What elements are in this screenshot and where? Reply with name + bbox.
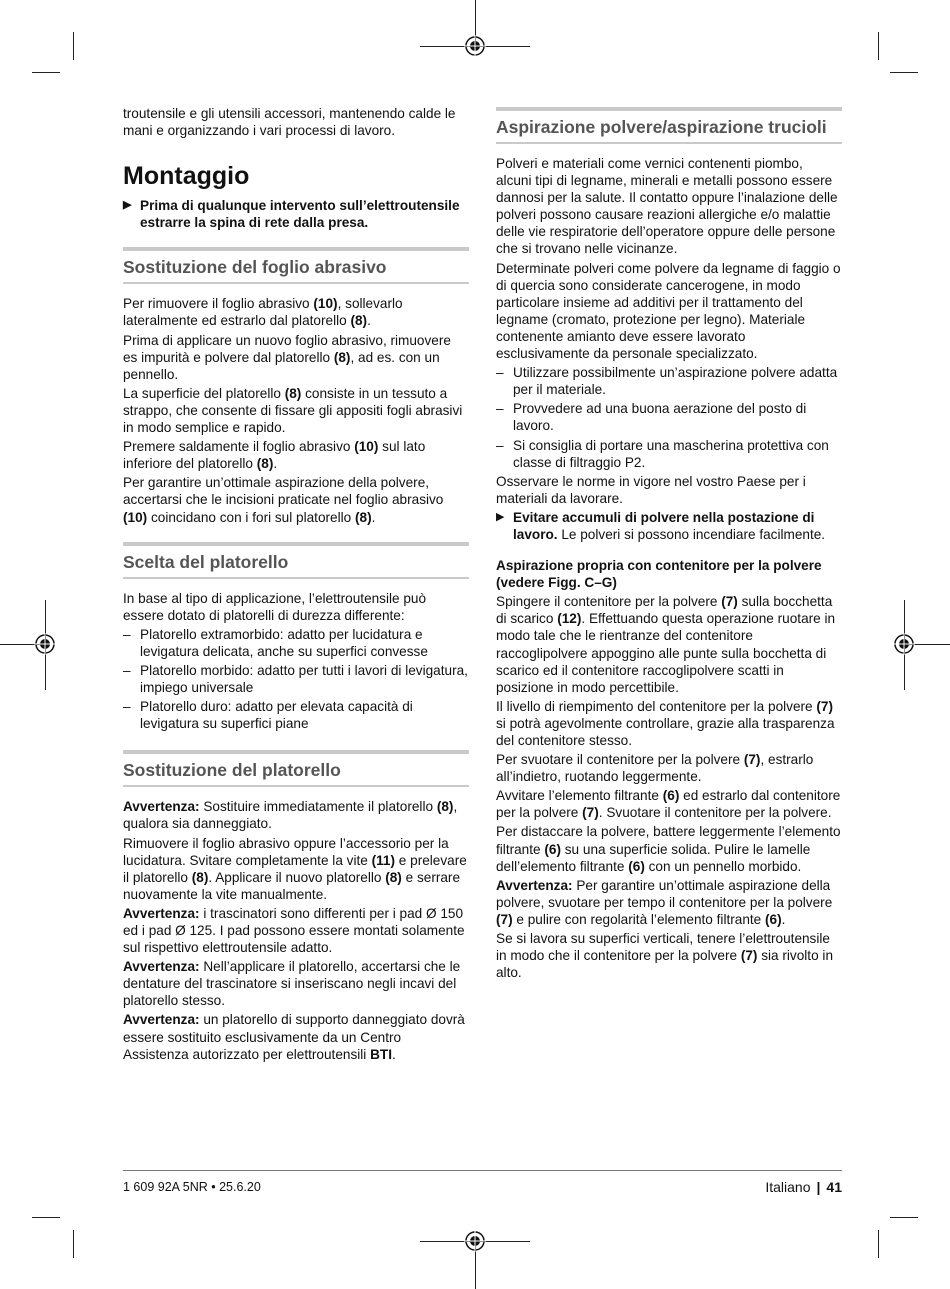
note-paragraph: Avvertenza: i trascinatori sono differenti per i pad Ø 150 ed i pad Ø 125. I pad possono essere montati solamente sul rispettivo elettroutensile adatto. — [123, 905, 465, 956]
crop-mark — [890, 72, 918, 73]
list-item: – Platorello extramorbido: adatto per lucidatura e levigatura delicata, anche su superfici convesse — [123, 626, 428, 659]
section-title: Sostituzione del platorello — [123, 760, 341, 781]
crop-mark — [890, 1217, 918, 1218]
arrow-bullet-icon: ▶ — [123, 199, 132, 212]
footer-separator: | — [816, 1179, 821, 1195]
registration-mark-icon — [464, 1230, 486, 1252]
safety-warning-text: Prima di qualunque intervento sull’elettroutensile estrarre la spina di rete dalla presa. — [140, 198, 460, 231]
paragraph: Determinate polveri come polvere da legname di faggio o di quercia sono considerate cancerogene, in modo particolare insieme ad additivi per il trattamento del legname (cromato, protezione per legno). Materiale contenente amianto deve essere lavorato esclusivamente da personale specializzato. — [496, 260, 841, 362]
crop-mark — [73, 1230, 74, 1258]
paragraph: Osservare le norme in vigore nel vostro Paese per i materiali da lavorare. — [496, 473, 806, 506]
section-title: Scelta del platorello — [123, 551, 289, 572]
note-paragraph: Avvertenza: un platorello di supporto danneggiato dovrà essere sostituito esclusivamente da un Centro Assistenza autorizzato per elettroutensili BTI. — [123, 1012, 465, 1062]
registration-mark-icon — [34, 633, 56, 655]
hardness-list — [123, 626, 469, 733]
page-footer — [765, 1179, 842, 1195]
language-label: Italiano — [765, 1179, 811, 1195]
section-header — [123, 247, 469, 284]
registration-mark-icon — [464, 35, 486, 57]
document-code: 1 609 92A 5NR • 25.6.20 — [123, 1180, 261, 1194]
arrow-bullet-icon: ▶ — [496, 510, 505, 523]
paragraph: Polveri e materiali come vernici contenenti piombo, alcuni tipi di legname, minerali e metalli possono essere dannosi per la salute. Il contatto oppure l’inalazione delle polveri possono causare reazioni allergiche e/o malattie delle vie respiratorie dell’operatore oppure delle persone che si trovano nelle vicinanze. — [496, 156, 838, 257]
safety-warning — [123, 197, 469, 231]
note-paragraph: Avvertenza: Sostituire immediatamente il platorello (8), qualora sia danneggiato. — [123, 799, 458, 832]
list-item: – Platorello duro: adatto per elevata capacità di levigatura su superfici piane — [123, 699, 413, 732]
dust-warning: ▶ Evitare accumuli di polvere nella postazione di lavoro. Le polveri si possono incendiare facilmente. — [496, 509, 826, 542]
right-column — [496, 107, 842, 983]
paragraph: La superficie del platorello (8) consiste in un tessuto a strappo, che consente di fissare gli appositi fogli abrasivi in modo semplice e rapido. — [123, 385, 463, 436]
paragraph: Per distaccare la polvere, battere leggermente l’elemento filtrante (6) su una superficie solida. Pulire le lamelle dell’elemento filtrante (6) con un pennello morbido. — [496, 824, 841, 874]
left-column — [123, 105, 469, 1065]
list-item: – Si consiglia di portare una mascherina protettiva con classe di filtraggio P2. — [496, 437, 829, 470]
precaution-list — [496, 364, 842, 471]
paragraph: Il livello di riempimento del contenitore per la polvere (7) si potrà agevolmente controllare, grazie alla trasparenza del contenitore stesso. — [496, 698, 835, 748]
section-header — [123, 750, 469, 787]
list-item: – Provvedere ad una buona aerazione del posto di lavoro. — [496, 401, 807, 434]
paragraph: Prima di applicare un nuovo foglio abrasivo, rimuovere es impurità e polvere dal platorello (8), ad es. con un pennello. — [123, 332, 451, 382]
crop-mark — [73, 32, 74, 60]
paragraph: Spingere il contenitore per la polvere (7) sulla bocchetta di scarico (12). Effettuando questa operazione ruotare in modo tale che le rientranze del contenitore raccoglipolvere appoggino alle punte sulla bocchetta di scarico ed il contenitore raccoglipolvere scatti in posizione in modo percettibile. — [496, 594, 836, 695]
crop-mark — [32, 72, 60, 73]
paragraph: Per svuotare il contenitore per la polvere (7), estrarlo all’indietro, ruotando leggermente. — [496, 752, 814, 785]
section-header — [496, 107, 842, 144]
list-item: – Utilizzare possibilmente un’aspirazione polvere adatta per il materiale. — [496, 365, 838, 398]
intro-paragraph: troutensile e gli utensili accessori, mantenendo calde le mani e organizzando i vari processi di lavoro. — [123, 106, 456, 139]
list-item: – Platorello morbido: adatto per tutti i lavori di levigatura, impiego universale — [123, 662, 468, 696]
crop-mark — [878, 32, 879, 60]
section-header — [123, 542, 469, 579]
crop-mark — [32, 1217, 60, 1218]
paragraph: In base al tipo di applicazione, l’elettroutensile può essere dotato di platorelli di durezza differente: — [123, 590, 427, 623]
paragraph: Per rimuovere il foglio abrasivo (10), sollevarlo lateralmente ed estrarlo dal platorello (8). — [123, 296, 403, 329]
paragraph: Rimuovere il foglio abrasivo oppure l’accessorio per la lucidatura. Svitare completamente la vite (11) e prelevare il platorello (8). Applicare il nuovo platorello (8) e serrare nuovamente la vite manualmente. — [123, 835, 467, 902]
paragraph: Avvitare l’elemento filtrante (6) ed estrarlo dal contenitore per la polvere (7). Svuotare il contenitore per la polvere. — [496, 788, 841, 821]
footer-divider — [123, 1170, 842, 1171]
paragraph: Premere saldamente il foglio abrasivo (10) sul lato inferiore del platorello (8). — [123, 439, 426, 472]
crop-mark — [878, 1230, 879, 1258]
note-paragraph: Avvertenza: Nell’applicare il platorello, accertarsi che le dentature del trascinatore si inseriscano negli incavi del platorello stesso. — [123, 959, 461, 1009]
section-title: Sostituzione del foglio abrasivo — [123, 257, 387, 278]
paragraph: Per garantire un’ottimale aspirazione della polvere, accertarsi che le incisioni praticate nel foglio abrasivo (10) coincidano con i fori sul platorello (8). — [123, 475, 444, 525]
section-title: Aspirazione polvere/aspirazione trucioli — [496, 117, 827, 137]
paragraph: Se si lavora su superfici verticali, tenere l’elettroutensile in modo che il contenitore per la polvere (7) sia rivolto in alto. — [496, 931, 834, 981]
page-number: 41 — [826, 1179, 842, 1195]
chapter-title: Montaggio — [123, 162, 250, 191]
registration-mark-icon — [893, 633, 915, 655]
subheading: Aspirazione propria con contenitore per la polvere (vedere Figg. C–G) — [496, 558, 822, 591]
note-paragraph: Avvertenza: Per garantire un’ottimale aspirazione della polvere, svuotare per tempo il contenitore per la polvere (7) e pulire con regolarità l’elemento filtrante (6). — [496, 877, 833, 927]
